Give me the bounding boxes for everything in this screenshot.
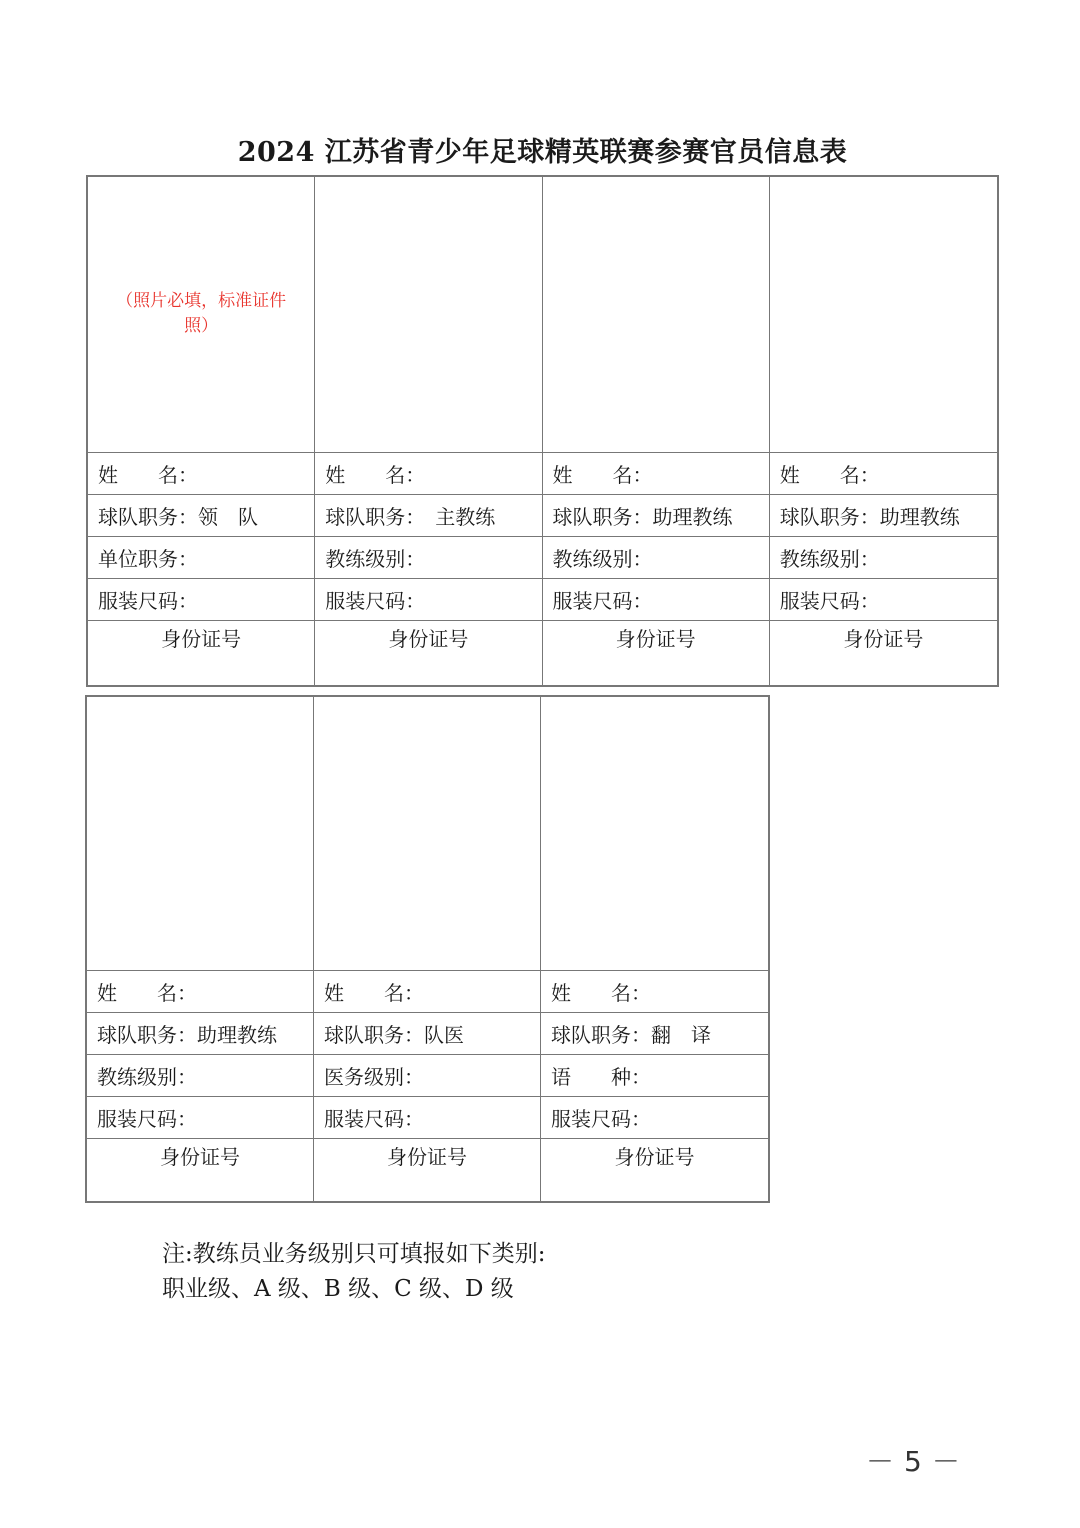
id-number-field[interactable]: 身份证号	[161, 627, 242, 651]
name-field[interactable]: 姓 名：	[541, 971, 768, 1013]
name-field[interactable]: 姓 名：	[88, 453, 314, 495]
official-column	[770, 177, 997, 685]
officials-table-top	[86, 175, 999, 687]
coach-level-field[interactable]: 教练级别：	[315, 537, 541, 579]
photo-box[interactable]	[770, 177, 997, 453]
size-field[interactable]: 服装尺码：	[315, 579, 541, 621]
id-number-field[interactable]: 身份证号	[387, 1145, 467, 1169]
size-field[interactable]: 服装尺码：	[88, 579, 314, 621]
coach-level-field[interactable]: 教练级别：	[543, 537, 769, 579]
coach-level-field[interactable]: 教练级别：	[770, 537, 997, 579]
id-number-field[interactable]: 身份证号	[843, 627, 924, 651]
size-field[interactable]: 服装尺码：	[770, 579, 997, 621]
official-column	[541, 697, 768, 1201]
footnote-line: 职业级、A 级、B 级、C 级、D 级	[162, 1276, 514, 1302]
role-field: 球队职务： 主教练	[315, 495, 541, 537]
name-field[interactable]: 姓 名：	[87, 971, 313, 1013]
official-column	[88, 177, 315, 685]
position-field[interactable]: 单位职务：	[88, 537, 314, 579]
size-field[interactable]: 服装尺码：	[543, 579, 769, 621]
name-field[interactable]: 姓 名：	[315, 453, 541, 495]
photo-hint: （照片必填，标准证件照）	[116, 291, 287, 336]
role-field: 球队职务：助理教练	[770, 495, 997, 537]
official-column	[543, 177, 770, 685]
id-number-field[interactable]: 身份证号	[615, 627, 696, 651]
official-column	[315, 177, 542, 685]
page-number: －5－	[866, 1445, 970, 1478]
id-number-field[interactable]: 身份证号	[388, 627, 469, 651]
medical-level-field[interactable]: 医务级别：	[314, 1055, 540, 1097]
footnote-line: 注:教练员业务级别只可填报如下类别:	[162, 1241, 546, 1267]
photo-box[interactable]	[541, 697, 768, 971]
photo-box[interactable]	[315, 177, 541, 453]
size-field[interactable]: 服装尺码：	[87, 1097, 313, 1139]
official-column	[87, 697, 314, 1201]
role-field: 球队职务：领 队	[88, 495, 314, 537]
size-field[interactable]: 服装尺码：	[541, 1097, 768, 1139]
footnote	[162, 1237, 546, 1307]
name-field[interactable]: 姓 名：	[543, 453, 769, 495]
role-field: 球队职务：队医	[314, 1013, 540, 1055]
name-field[interactable]: 姓 名：	[314, 971, 540, 1013]
form-title: 2024 江苏省青少年足球精英联赛参赛官员信息表	[237, 137, 848, 168]
language-field[interactable]: 语 种：	[541, 1055, 768, 1097]
name-field[interactable]: 姓 名：	[770, 453, 997, 495]
id-number-field[interactable]: 身份证号	[614, 1145, 695, 1169]
photo-box[interactable]	[87, 697, 313, 971]
official-column	[314, 697, 541, 1201]
photo-box[interactable]	[314, 697, 540, 971]
photo-box[interactable]	[88, 177, 314, 453]
role-field: 球队职务：翻 译	[541, 1013, 768, 1055]
coach-level-field[interactable]: 教练级别：	[87, 1055, 313, 1097]
role-field: 球队职务：助理教练	[87, 1013, 313, 1055]
role-field: 球队职务：助理教练	[543, 495, 769, 537]
photo-box[interactable]	[543, 177, 769, 453]
id-number-field[interactable]: 身份证号	[160, 1145, 240, 1169]
size-field[interactable]: 服装尺码：	[314, 1097, 540, 1139]
officials-table-bottom	[85, 695, 770, 1203]
